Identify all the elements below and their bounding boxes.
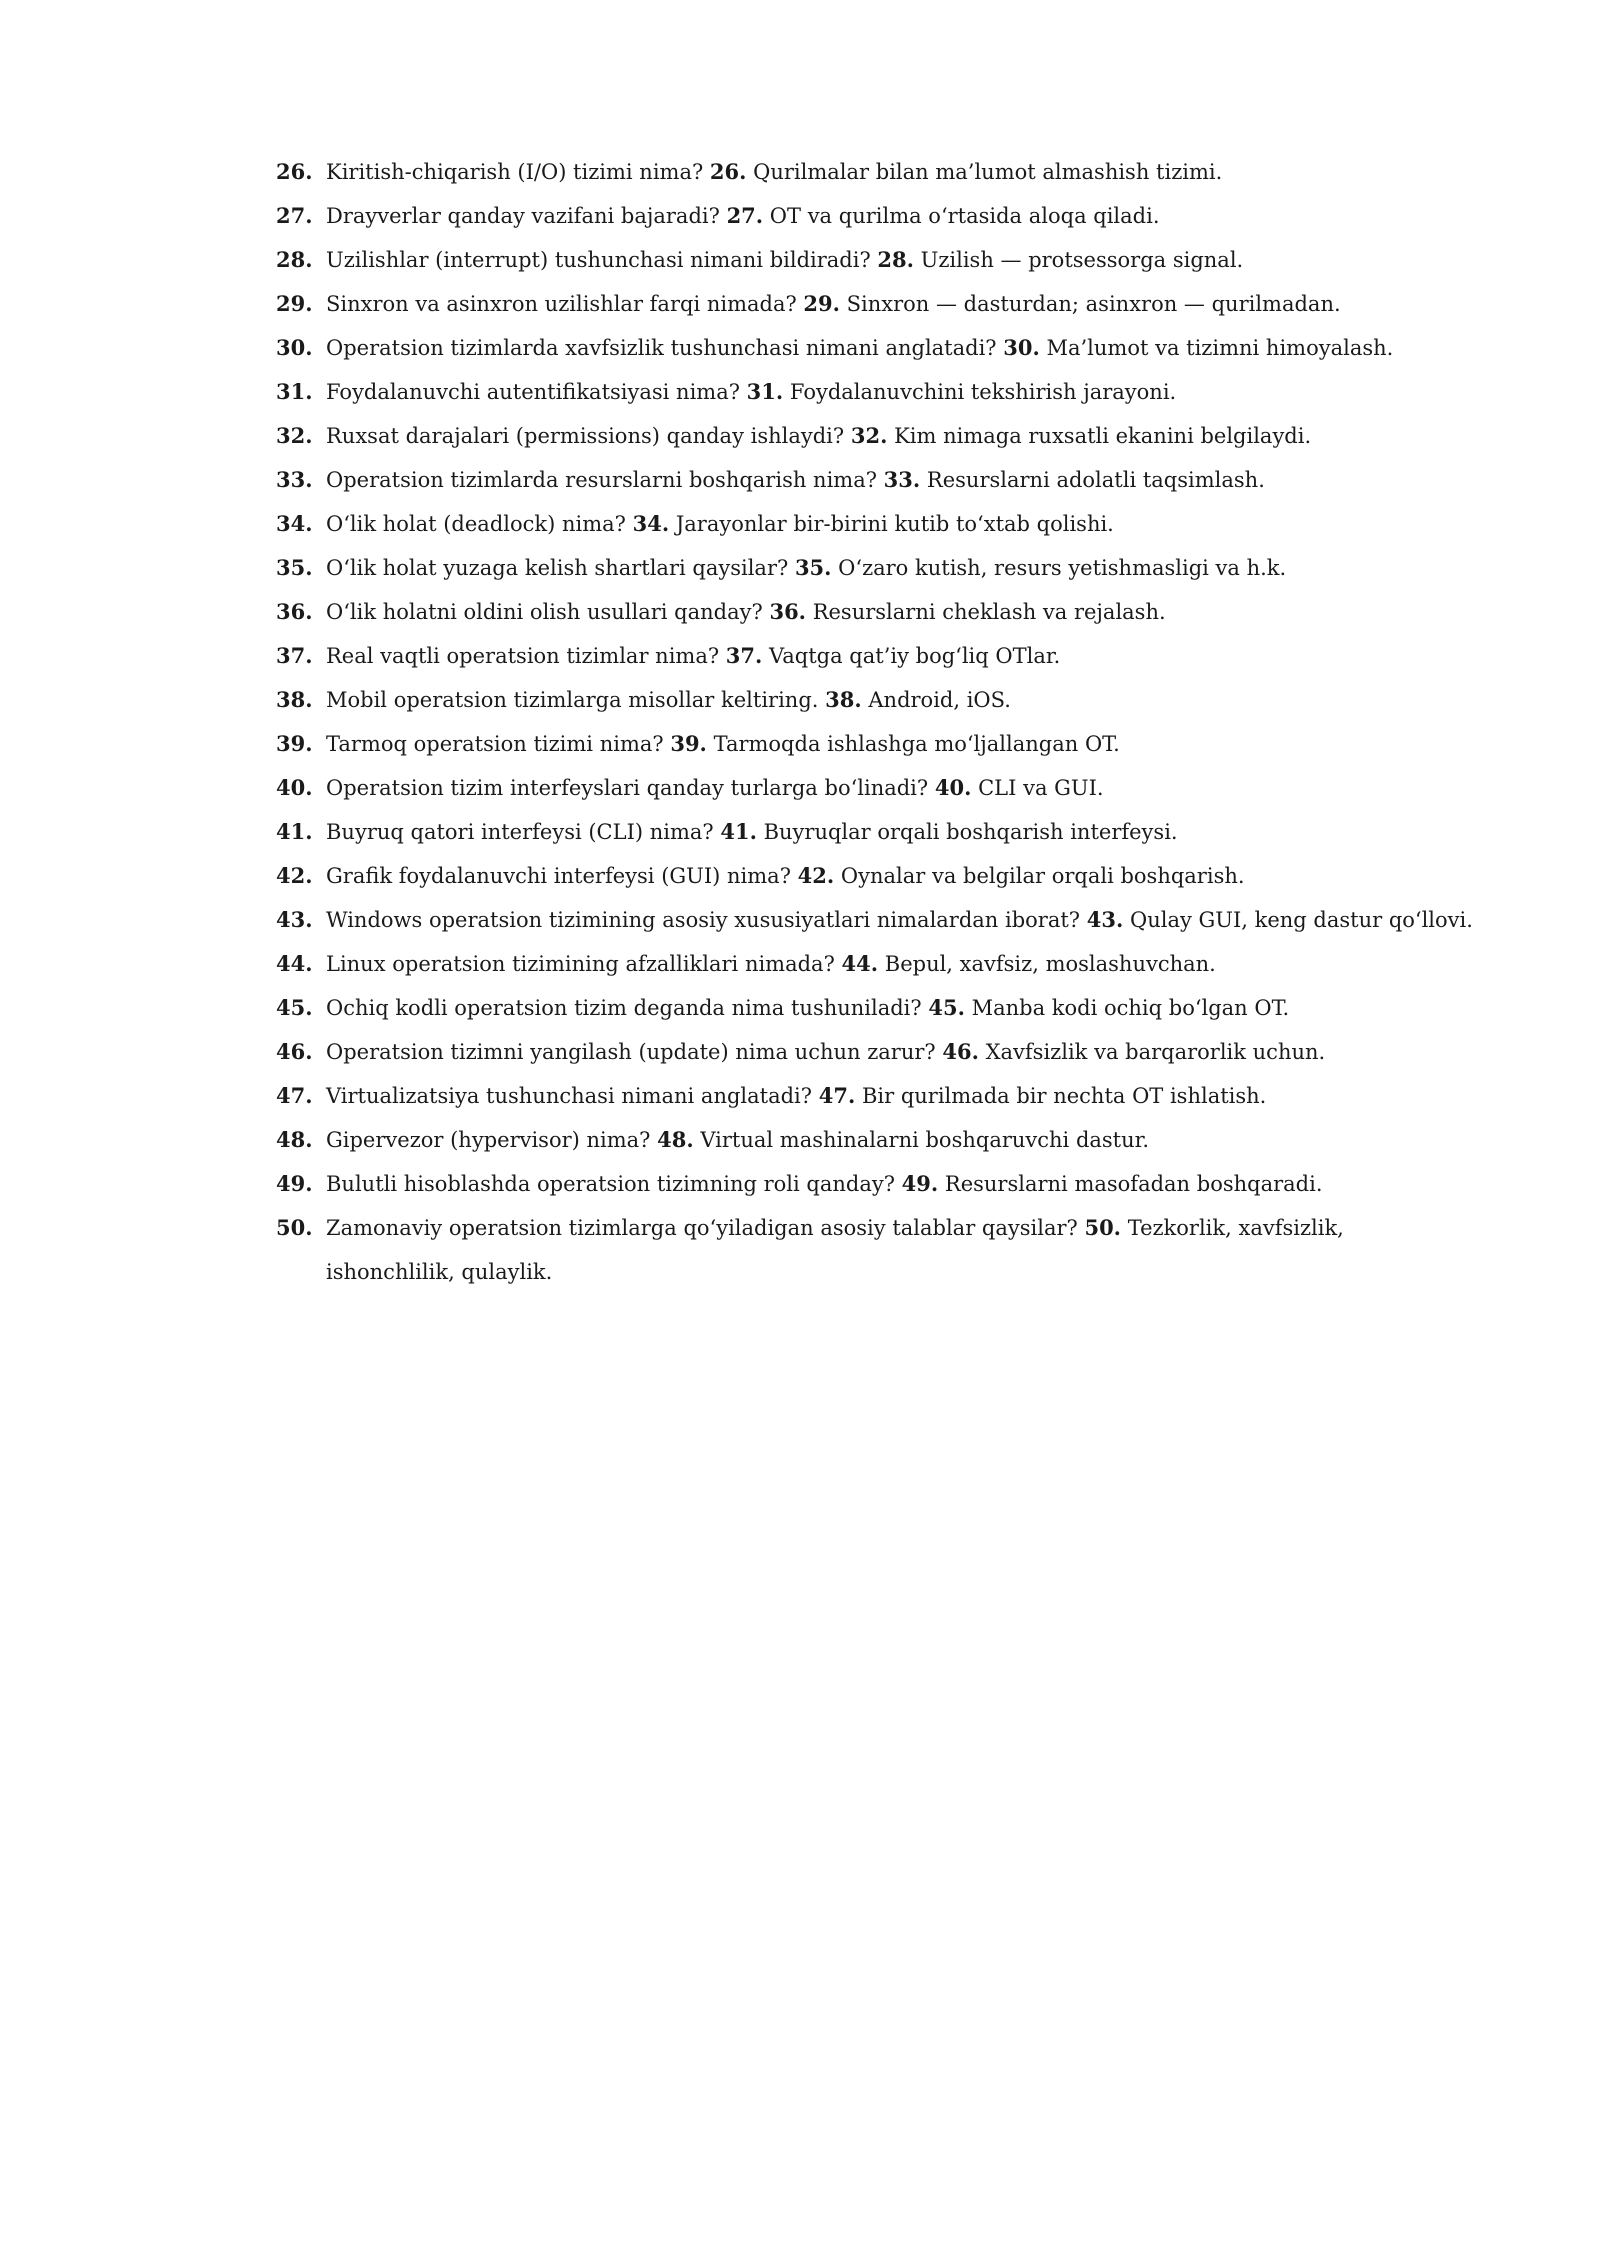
- qa-item: [276, 414, 1476, 458]
- item-number: 49.: [276, 1171, 313, 1196]
- qa-item: [276, 854, 1476, 898]
- answer-number: 38.: [825, 687, 862, 712]
- item-text: [326, 238, 1476, 282]
- question-text: Mobil operatsion tizimlarga misollar keltiring.: [326, 688, 819, 712]
- answer-number: 43.: [1086, 907, 1124, 932]
- item-text: [326, 898, 1476, 942]
- question-text: Uzilishlar (interrupt) tushunchasi nimani bildiradi?: [326, 248, 871, 272]
- item-text: [326, 1074, 1476, 1118]
- item-text: [326, 546, 1476, 590]
- item-number: 26.: [276, 159, 313, 184]
- item-text: [326, 678, 1476, 722]
- question-text: O‘lik holatni oldini olish usullari qanday?: [326, 600, 763, 624]
- item-number: 33.: [276, 467, 313, 492]
- item-text: [326, 986, 1476, 1030]
- qa-item: [276, 942, 1476, 986]
- question-text: Bulutli hisoblashda operatsion tizimning roli qanday?: [326, 1172, 895, 1196]
- answer-text: Xavfsizlik va barqarorlik uchun.: [985, 1040, 1326, 1064]
- item-number: 44.: [276, 951, 313, 976]
- answer-number: 36.: [769, 599, 806, 624]
- question-text: Operatsion tizimlarda resurslarni boshqarish nima?: [326, 468, 877, 492]
- question-text: Grafik foydalanuvchi interfeysi (GUI) nima?: [326, 864, 791, 888]
- item-text: [326, 282, 1476, 326]
- qa-item: [276, 1030, 1476, 1074]
- item-number: 37.: [276, 643, 313, 668]
- answer-text: Resurslarni masofadan boshqaradi.: [944, 1172, 1323, 1196]
- qa-item: [276, 150, 1476, 194]
- item-text: [326, 414, 1476, 458]
- item-number: 35.: [276, 555, 313, 580]
- qa-item: [276, 238, 1476, 282]
- qa-item: [276, 370, 1476, 414]
- item-number: 34.: [276, 511, 313, 536]
- question-text: Zamonaviy operatsion tizimlarga qo‘yiladigan asosiy talablar qaysilar?: [326, 1216, 1078, 1240]
- item-number: 38.: [276, 687, 313, 712]
- item-number: 45.: [276, 995, 313, 1020]
- question-text: Operatsion tizim interfeyslari qanday turlarga bo‘linadi?: [326, 776, 929, 800]
- answer-text: Resurslarni cheklash va rejalash.: [812, 600, 1166, 624]
- question-text: Linux operatsion tizimining afzalliklari nimada?: [326, 952, 835, 976]
- item-text: [326, 942, 1476, 986]
- answer-number: 50.: [1084, 1215, 1121, 1240]
- qa-item: [276, 1206, 1476, 1294]
- answer-text: Tarmoqda ishlashga mo‘ljallangan OT.: [713, 732, 1120, 756]
- item-text: [326, 810, 1476, 854]
- question-text: Operatsion tizimni yangilash (update) nima uchun zarur?: [326, 1040, 936, 1064]
- question-text: Real vaqtli operatsion tizimlar nima?: [326, 644, 720, 668]
- answer-number: 39.: [670, 731, 707, 756]
- item-number: 42.: [276, 863, 313, 888]
- answer-number: 37.: [725, 643, 763, 668]
- question-text: Ruxsat darajalari (permissions) qanday ishlaydi?: [326, 424, 845, 448]
- answer-number: 44.: [841, 951, 879, 976]
- question-text: Windows operatsion tizimining asosiy xususiyatlari nimalardan iborat?: [326, 908, 1081, 932]
- answer-number: 48.: [657, 1127, 694, 1152]
- item-text: [326, 458, 1476, 502]
- answer-number: 49.: [901, 1171, 939, 1196]
- answer-text: Vaqtga qat’iy bog‘liq OTlar.: [769, 644, 1061, 668]
- answer-text: Tezkorlik, xavfsizlik, ishonchlilik, qulaylik.: [326, 1216, 1344, 1284]
- question-text: Kiritish-chiqarish (I/O) tizimi nima?: [326, 160, 704, 184]
- answer-text: O‘zaro kutish, resurs yetishmasligi va h.k.: [838, 556, 1287, 580]
- item-text: [326, 194, 1476, 238]
- qa-item: [276, 590, 1476, 634]
- answer-number: 29.: [803, 291, 840, 316]
- answer-number: 46.: [942, 1039, 979, 1064]
- qa-item: [276, 986, 1476, 1030]
- qa-item: [276, 634, 1476, 678]
- qa-item: [276, 1074, 1476, 1118]
- answer-text: OT va qurilma o‘rtasida aloqa qiladi.: [769, 204, 1160, 228]
- question-text: Drayverlar qanday vazifani bajaradi?: [326, 204, 720, 228]
- answer-number: 32.: [850, 423, 888, 448]
- answer-text: Buyruqlar orqali boshqarish interfeysi.: [763, 820, 1178, 844]
- question-text: Ochiq kodli operatsion tizim deganda nima tushuniladi?: [326, 996, 922, 1020]
- item-number: 46.: [276, 1039, 313, 1064]
- item-number: 50.: [276, 1215, 313, 1240]
- answer-text: Resurslarni adolatli taqsimlash.: [926, 468, 1265, 492]
- answer-number: 33.: [883, 467, 921, 492]
- question-text: Operatsion tizimlarda xavfsizlik tushunchasi nimani anglatadi?: [326, 336, 997, 360]
- item-number: 48.: [276, 1127, 313, 1152]
- question-text: O‘lik holat yuzaga kelish shartlari qaysilar?: [326, 556, 789, 580]
- qa-item: [276, 458, 1476, 502]
- item-number: 28.: [276, 247, 313, 272]
- question-text: Tarmoq operatsion tizimi nima?: [326, 732, 664, 756]
- answer-number: 41.: [720, 819, 757, 844]
- item-number: 30.: [276, 335, 313, 360]
- answer-number: 31.: [746, 379, 784, 404]
- question-text: Buyruq qatori interfeysi (CLI) nima?: [326, 820, 714, 844]
- answer-text: Foydalanuvchini tekshirish jarayoni.: [789, 380, 1177, 404]
- answer-text: Qulay GUI, keng dastur qo‘llovi.: [1129, 908, 1473, 932]
- qa-item: [276, 194, 1476, 238]
- item-number: 40.: [276, 775, 313, 800]
- answer-number: 27.: [726, 203, 764, 228]
- qa-item: [276, 722, 1476, 766]
- question-text: Gipervezor (hypervisor) nima?: [326, 1128, 651, 1152]
- qa-item: [276, 502, 1476, 546]
- question-answer-list: [276, 150, 1476, 1294]
- qa-item: [276, 766, 1476, 810]
- qa-item: [276, 898, 1476, 942]
- answer-text: Jarayonlar bir-birini kutib to‘xtab qolishi.: [675, 512, 1114, 536]
- item-text: [326, 502, 1476, 546]
- answer-number: 47.: [818, 1083, 856, 1108]
- item-number: 32.: [276, 423, 313, 448]
- item-number: 27.: [276, 203, 313, 228]
- item-text: [326, 150, 1476, 194]
- item-text: [326, 1030, 1476, 1074]
- qa-item: [276, 810, 1476, 854]
- answer-number: 35.: [794, 555, 832, 580]
- item-text: [326, 766, 1476, 810]
- item-number: 29.: [276, 291, 313, 316]
- answer-text: Ma’lumot va tizimni himoyalash.: [1046, 336, 1394, 360]
- qa-item: [276, 1118, 1476, 1162]
- item-number: 39.: [276, 731, 313, 756]
- question-text: Sinxron va asinxron uzilishlar farqi nimada?: [326, 292, 797, 316]
- item-text: [326, 634, 1476, 678]
- item-text: [326, 722, 1476, 766]
- answer-text: Android, iOS.: [868, 688, 1011, 712]
- question-text: Virtualizatsiya tushunchasi nimani anglatadi?: [326, 1084, 813, 1108]
- answer-text: Uzilish — protsessorga signal.: [920, 248, 1244, 272]
- answer-number: 42.: [797, 863, 835, 888]
- question-text: Foydalanuvchi autentifikatsiyasi nima?: [326, 380, 740, 404]
- item-number: 47.: [276, 1083, 313, 1108]
- item-text: [326, 1118, 1476, 1162]
- answer-text: Bepul, xavfsiz, moslashuvchan.: [884, 952, 1216, 976]
- item-text: [326, 1162, 1476, 1206]
- answer-number: 34.: [632, 511, 670, 536]
- answer-number: 26.: [709, 159, 747, 184]
- answer-text: CLI va GUI.: [978, 776, 1104, 800]
- question-text: O‘lik holat (deadlock) nima?: [326, 512, 626, 536]
- answer-number: 28.: [877, 247, 914, 272]
- answer-text: Kim nimaga ruxsatli ekanini belgilaydi.: [894, 424, 1312, 448]
- item-text: [326, 854, 1476, 898]
- item-text: [326, 590, 1476, 634]
- item-text: [326, 370, 1476, 414]
- qa-item: [276, 282, 1476, 326]
- item-number: 36.: [276, 599, 313, 624]
- answer-text: Manba kodi ochiq bo‘lgan OT.: [971, 996, 1290, 1020]
- qa-item: [276, 326, 1476, 370]
- item-text: [326, 1206, 1476, 1294]
- item-number: 43.: [276, 907, 313, 932]
- qa-item: [276, 546, 1476, 590]
- answer-number: 30.: [1003, 335, 1040, 360]
- answer-text: Qurilmalar bilan ma’lumot almashish tizimi.: [753, 160, 1223, 184]
- qa-item: [276, 1162, 1476, 1206]
- answer-text: Sinxron — dasturdan; asinxron — qurilmadan.: [846, 292, 1341, 316]
- qa-item: [276, 678, 1476, 722]
- item-text: [326, 326, 1476, 370]
- answer-text: Virtual mashinalarni boshqaruvchi dastur.: [700, 1128, 1150, 1152]
- item-number: 31.: [276, 379, 313, 404]
- answer-text: Bir qurilmada bir nechta OT ishlatish.: [861, 1084, 1267, 1108]
- item-number: 41.: [276, 819, 313, 844]
- answer-text: Oynalar va belgilar orqali boshqarish.: [840, 864, 1245, 888]
- answer-number: 45.: [928, 995, 965, 1020]
- answer-number: 40.: [934, 775, 972, 800]
